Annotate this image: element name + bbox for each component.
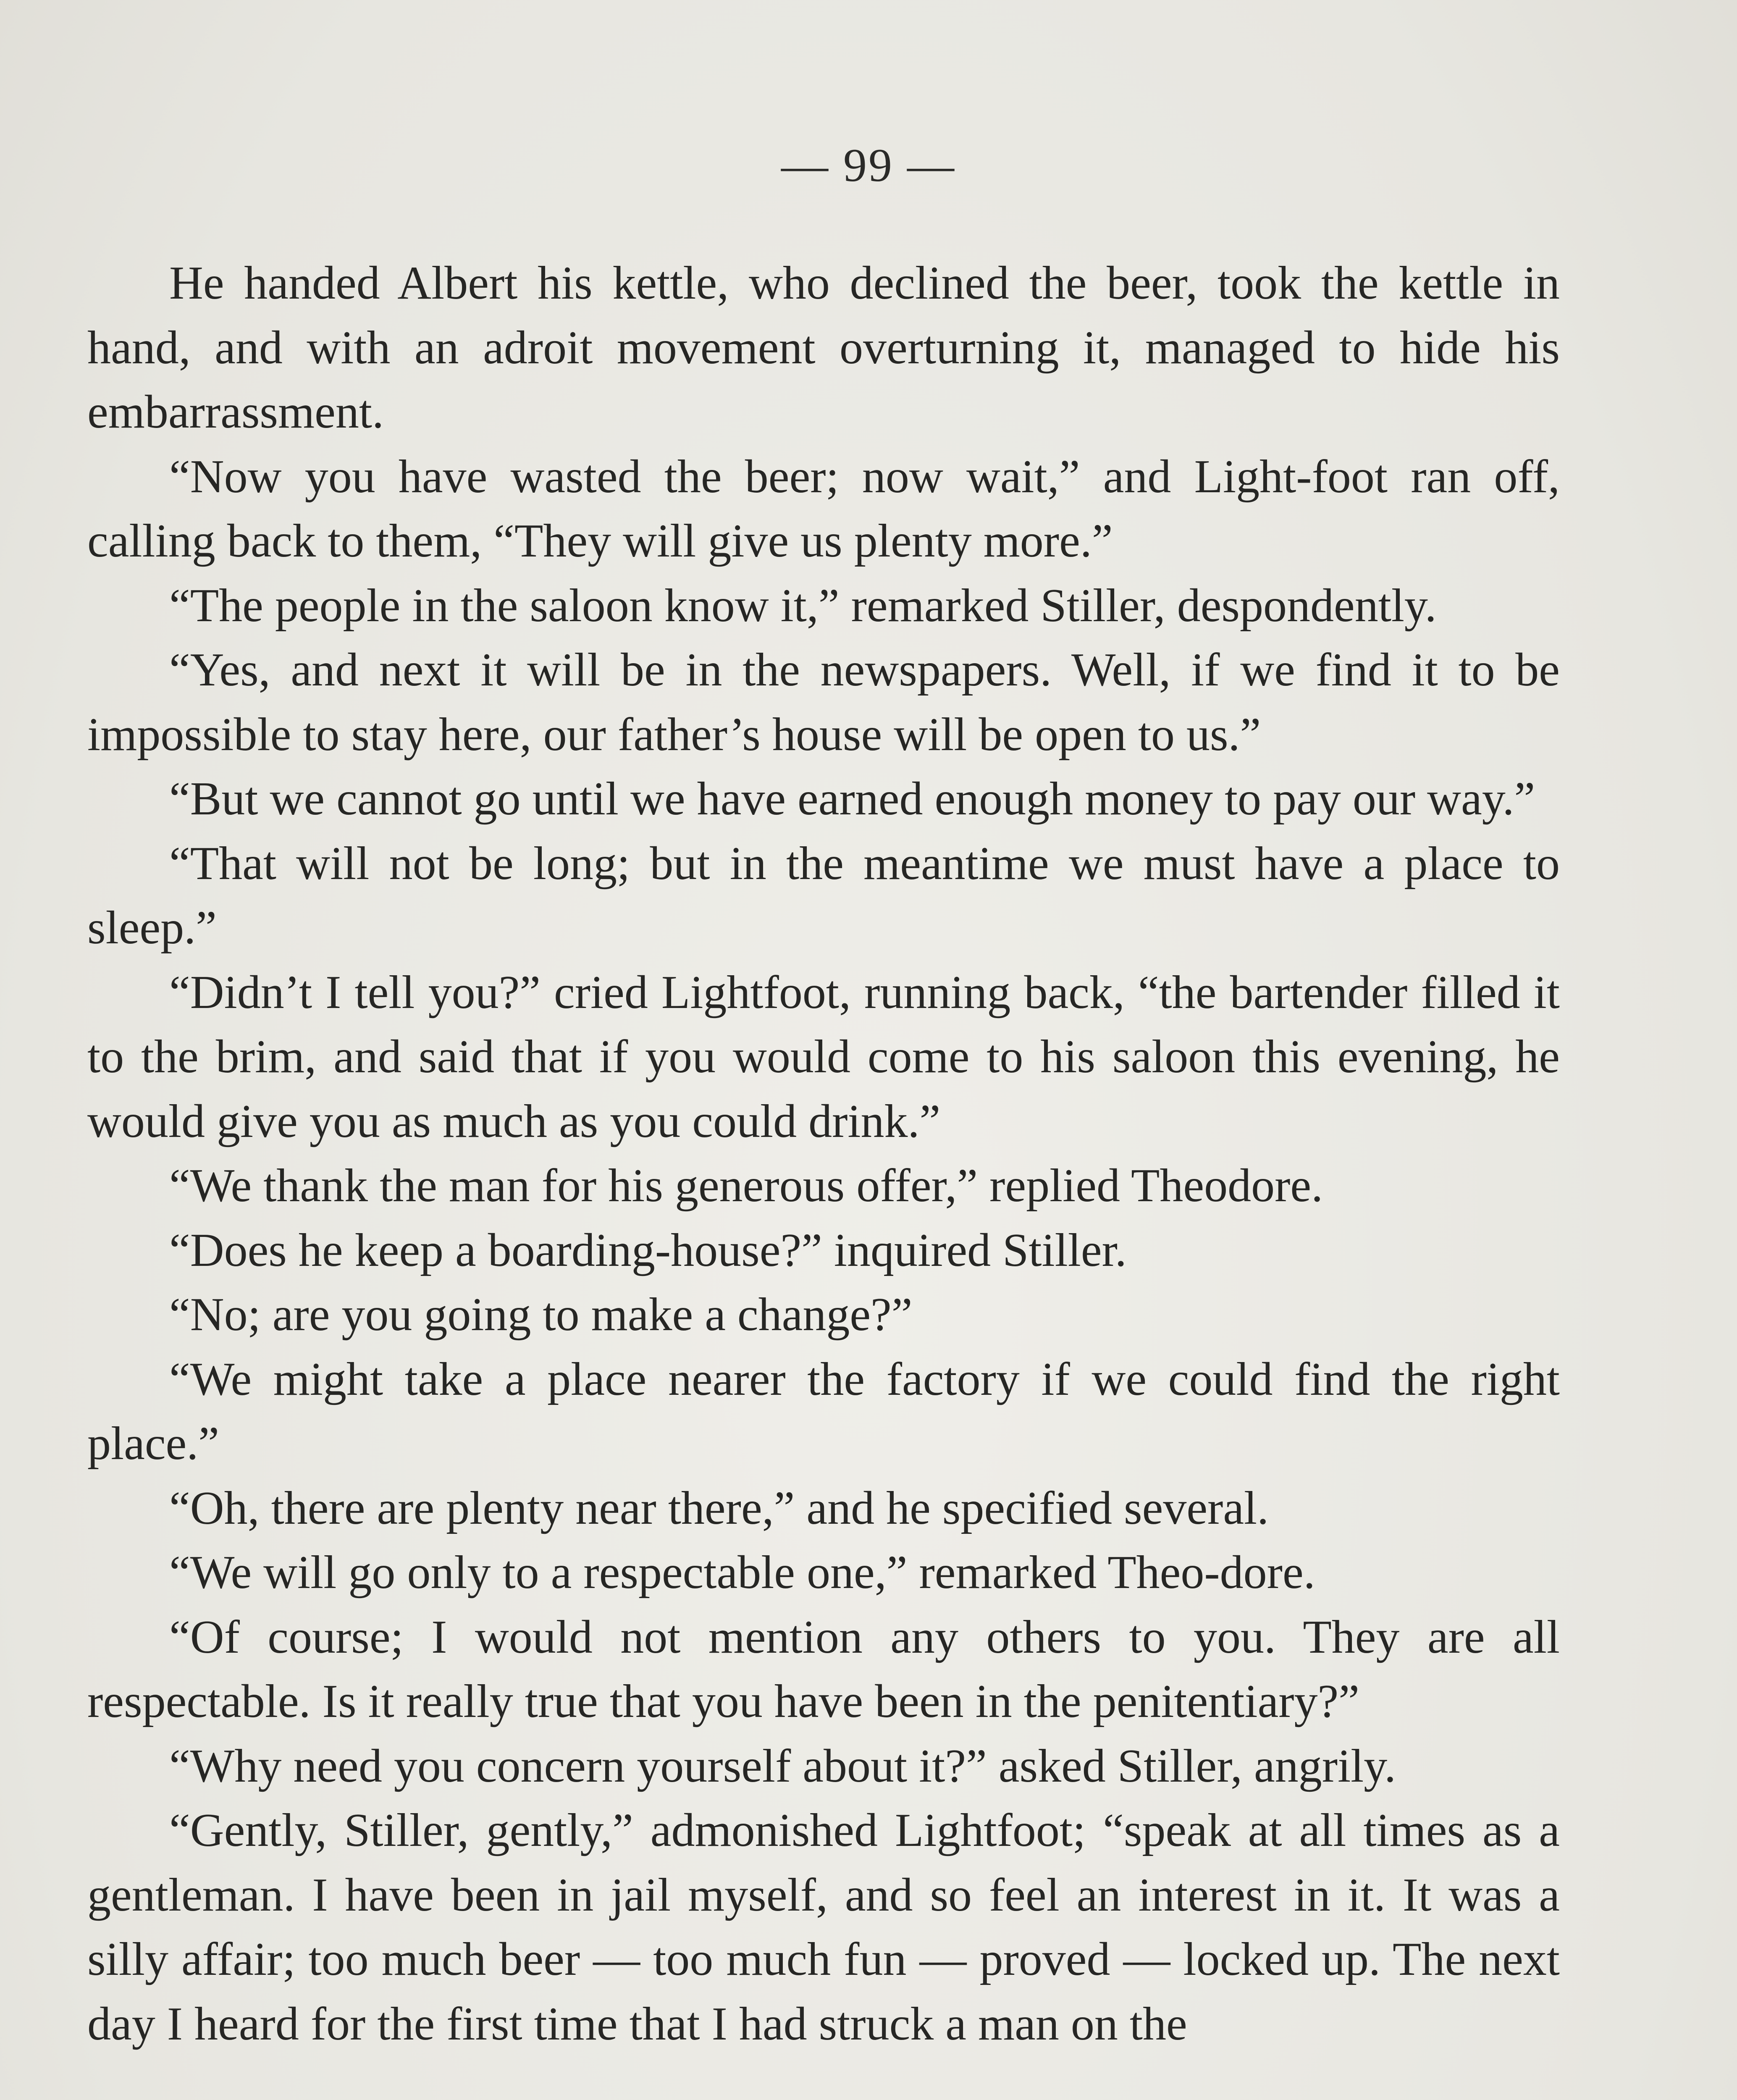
paragraph: “We thank the man for his generous offer,” replied Theodore. xyxy=(169,1160,1323,1212)
page-number: — 99 — xyxy=(781,139,956,192)
paragraph: “We will go only to a respectable one,” remarked Theo-dore. xyxy=(169,1546,1315,1599)
paragraph: “Yes, and next it will be in the newspapers. Well, if we find it to be impossible to stay here, our father’s house will be open to us.” xyxy=(87,644,1560,761)
paragraph: “Gently, Stiller, gently,” admonished Lightfoot; “speak at all times as a gentleman. I have been in jail myself, and so feel an interest in it. It was a silly affair; too much beer — too much fun — proved — locked up. The next day I heard for the first time that I had struck a man on the xyxy=(87,1804,1560,2050)
paragraph: “Why need you concern yourself about it?” asked Stiller, angrily. xyxy=(169,1740,1396,1792)
body-text xyxy=(87,251,1560,2056)
paragraph: “That will not be long; but in the meantime we must have a place to sleep.” xyxy=(87,837,1560,954)
paragraph: “Of course; I would not mention any others to you. They are all respectable. Is it really true that you have been in the penitentiary?” xyxy=(87,1611,1560,1727)
paragraph: “Oh, there are plenty near there,” and he specified several. xyxy=(169,1482,1269,1534)
paragraph: “But we cannot go until we have earned enough money to pay our way.” xyxy=(169,773,1535,825)
paragraph: “The people in the saloon know it,” remarked Stiller, despondently. xyxy=(169,579,1437,632)
paragraph: “Now you have wasted the beer; now wait,” and Light-foot ran off, calling back to them, “They will give us plenty more.” xyxy=(87,450,1560,567)
paragraph: He handed Albert his kettle, who declined the beer, took the kettle in hand, and with an adroit movement overturning it, managed to hide his embarrassment. xyxy=(87,257,1560,438)
paragraph: “Does he keep a boarding-house?” inquired Stiller. xyxy=(169,1224,1127,1276)
paragraph: “We might take a place nearer the factory if we could find the right place.” xyxy=(87,1353,1560,1470)
paragraph: “Didn’t I tell you?” cried Lightfoot, running back, “the bartender filled it to the brim, and said that if you would come to his saloon this evening, he would give you as much as you could drink.” xyxy=(87,966,1560,1147)
paragraph: “No; are you going to make a change?” xyxy=(169,1289,913,1341)
